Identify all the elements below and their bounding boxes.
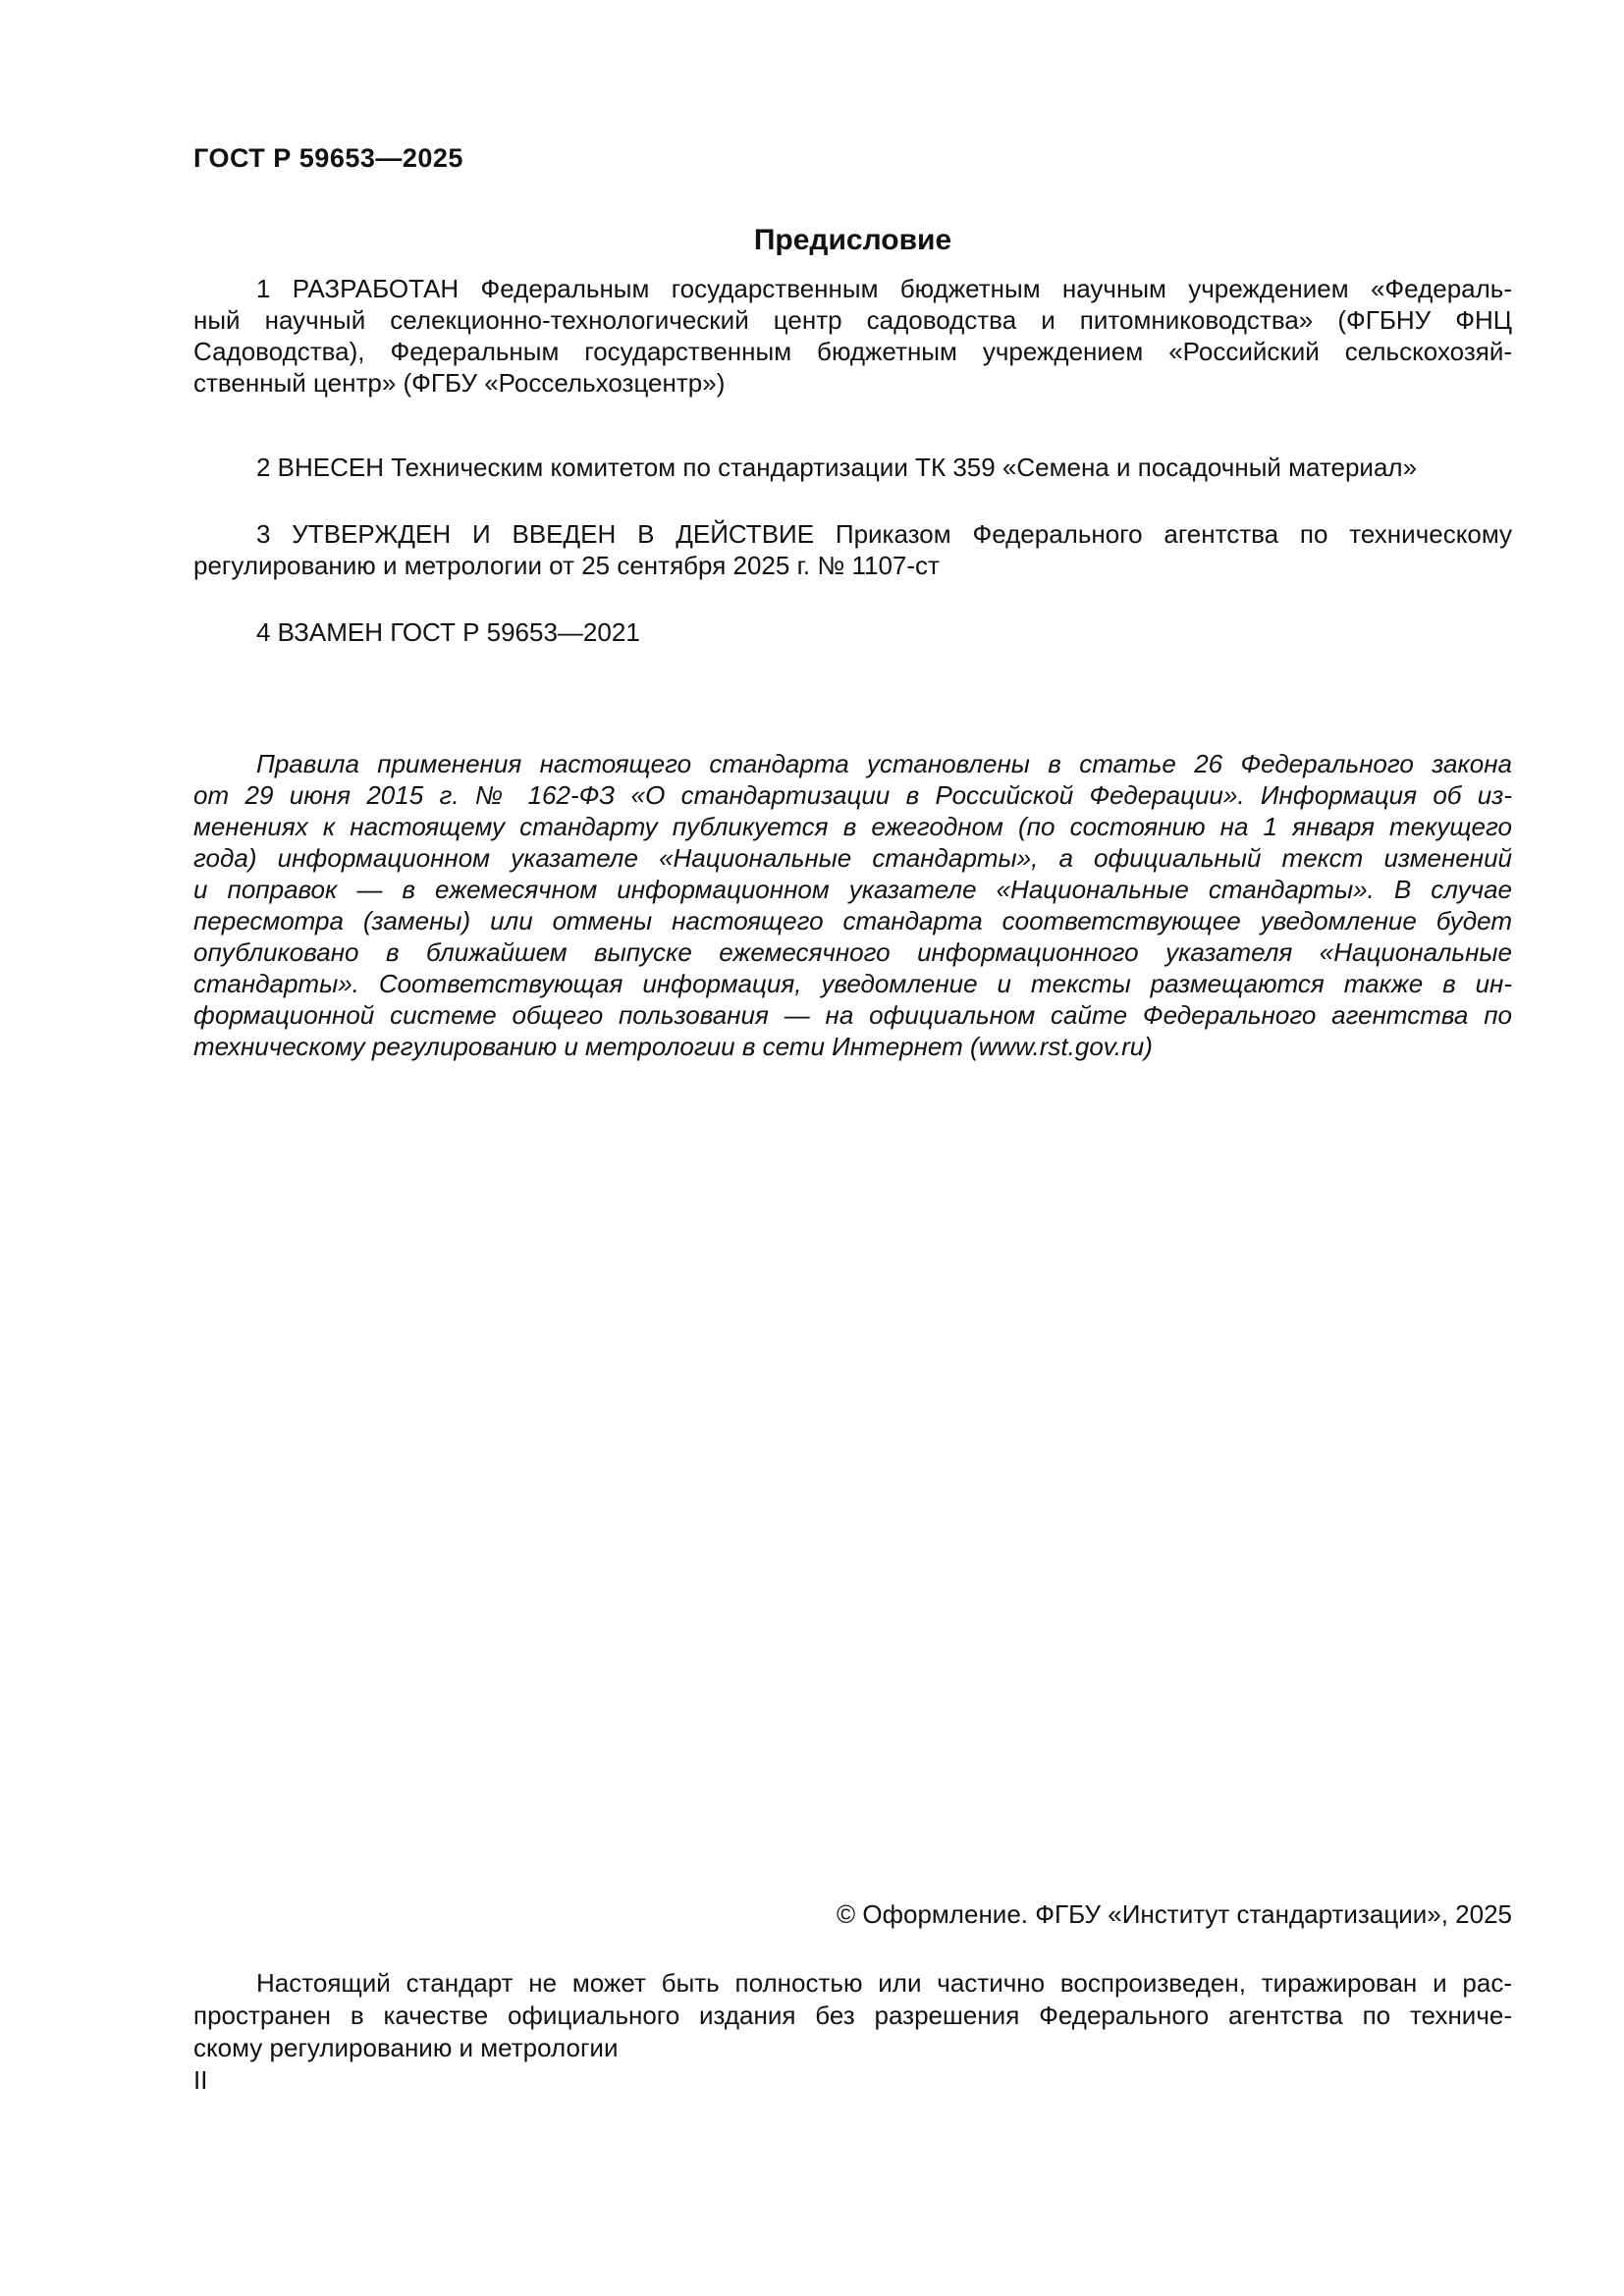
- foreword-item-2-submitted: 2 ВНЕСЕН Техническим комитетом по стандартизации ТК 359 «Семена и посадочный материал»: [256, 453, 1418, 482]
- text-line: от 29 июня 2015 г. № 162-ФЗ «О стандартизации в Российской Федерации». Информация об из-: [193, 780, 1512, 810]
- standard-number-header: ГОСТ Р 59653—2025: [193, 143, 463, 173]
- foreword-item-4-replaces: 4 ВЗАМЕН ГОСТ Р 59653—2021: [256, 617, 640, 647]
- text-line: Правила применения настоящего стандарта установлены в статье 26 Федерального закона: [256, 749, 1512, 778]
- text-line: техническому регулированию и метрологии в сети Интернет (www.rst.gov.ru): [193, 1032, 1153, 1061]
- text-line: формационной системе общего пользования — на официальном сайте Федерального агентства по: [193, 1000, 1512, 1030]
- text-line: стандарты». Соответствующая информация, уведомление и тексты размещаются также в ин-: [193, 969, 1512, 998]
- text-line: ственный центр» (ФГБУ «Россельхозцентр»): [193, 368, 726, 398]
- text-line: 3 УТВЕРЖДЕН И ВВЕДЕН В ДЕЙСТВИЕ Приказом Федерального агентства по техническому: [256, 519, 1512, 549]
- text-line: пространен в качестве официального издания без разрешения Федерального агентства по техниче-: [193, 2001, 1512, 2030]
- text-line: ный научный селекционно-технологический центр садоводства и питомниководства» (ФГБНУ ФНЦ: [193, 305, 1512, 335]
- page-number: II: [193, 2065, 208, 2095]
- text-line: года) информационном указателе «Национальные стандарты», а официальный текст изменений: [193, 843, 1512, 873]
- text-line: Садоводства), Федеральным государственным бюджетным учреждением «Российский сельскохозяй-: [193, 337, 1512, 366]
- text-line: Настоящий стандарт не может быть полностью или частично воспроизведен, тиражирован и рас-: [256, 1968, 1512, 1998]
- text-line: менениях к настоящему стандарту публикуется в ежегодном (по состоянию на 1 января текущего: [193, 812, 1512, 841]
- foreword-item-1-developed: [193, 273, 1512, 399]
- foreword-title: Предисловие: [753, 224, 952, 256]
- text-line: 1 РАЗРАБОТАН Федеральным государственным бюджетным научным учреждением «Федераль-: [256, 274, 1512, 303]
- application-rules-notice: [193, 748, 1512, 1062]
- text-line: и поправок — в ежемесячном информационном указателе «Национальные стандарты». В случае: [193, 875, 1512, 904]
- text-line: пересмотра (замены) или отмены настоящего стандарта соответствующее уведомление будет: [193, 906, 1512, 935]
- reproduction-restriction-notice: [193, 1967, 1512, 2064]
- copyright-line: © Оформление. ФГБУ «Институт стандартизации», 2025: [837, 1899, 1512, 1929]
- foreword-item-3-approved: [193, 518, 1512, 581]
- text-line: опубликовано в ближайшем выпуске ежемесячного информационного указателя «Национальные: [193, 937, 1512, 967]
- text-line: регулированию и метрологии от 25 сентября 2025 г. № 1107-ст: [193, 551, 940, 580]
- text-line: скому регулированию и метрологии: [193, 2033, 619, 2062]
